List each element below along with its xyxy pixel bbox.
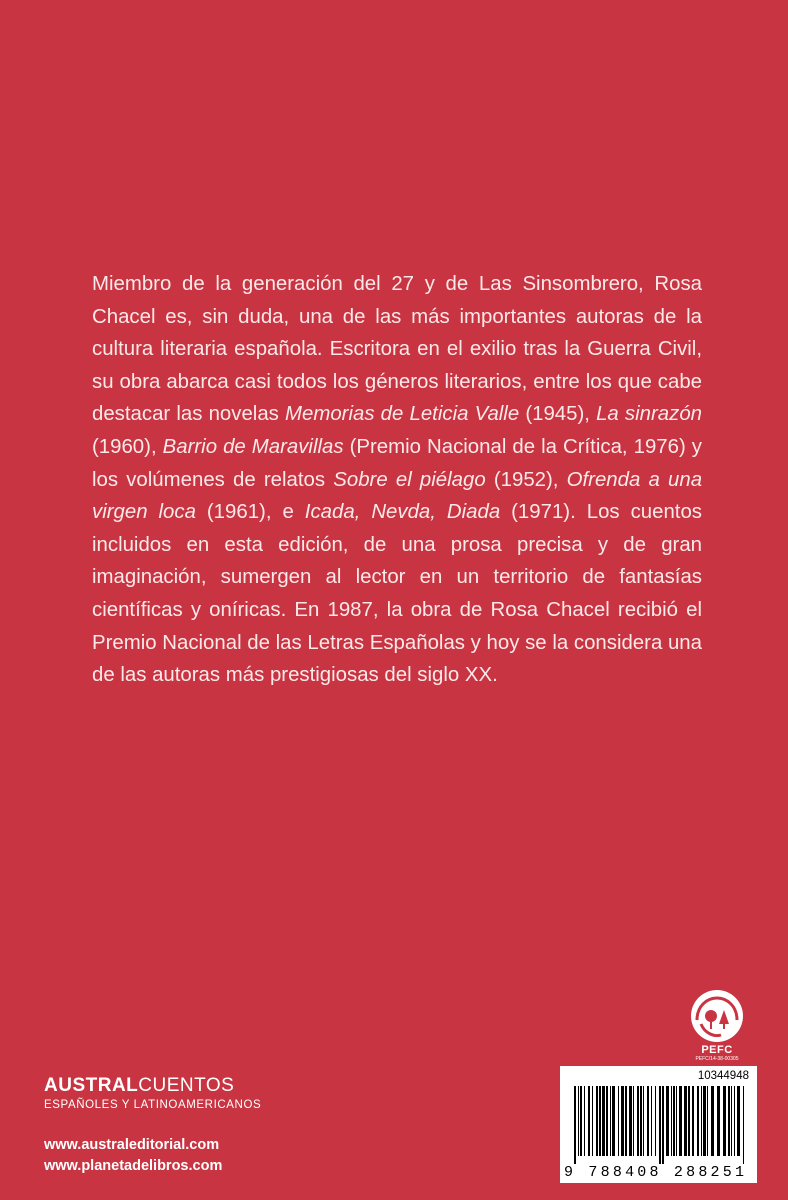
barcode-bar xyxy=(731,1086,732,1156)
barcode-bar xyxy=(684,1086,687,1156)
barcode-bar xyxy=(734,1086,735,1156)
blurb-text: Miembro de la generación del 27 y de Las Sinsombrero, Rosa Chacel es, sin duda, una de las más importantes autoras de la cultura literaria española. Escritora en el exilio tras la Guerra Civil, su obra abarca casi todos los géneros literarios, entre los que cabe destacar las novelas xyxy=(92,273,702,426)
imprint-brand xyxy=(44,1075,261,1097)
imprint-subtitle: ESPAÑOLES Y LATINOAMERICANOS xyxy=(44,1099,262,1111)
url-austral[interactable]: www.australeditorial.com xyxy=(44,1137,220,1153)
barcode-bar xyxy=(602,1086,605,1156)
barcode-bar xyxy=(578,1086,579,1156)
blurb-title: Icada, Nevda, Diada xyxy=(304,501,501,524)
blurb-text: (1960), xyxy=(92,435,163,458)
blurb-text: (1961), e xyxy=(195,501,305,524)
barcode-bar xyxy=(659,1086,661,1164)
barcode-bar xyxy=(737,1086,740,1156)
pefc-logo xyxy=(687,990,747,1062)
barcode-bar xyxy=(574,1086,576,1164)
blurb-title: Memorias de Leticia Valle xyxy=(285,403,520,426)
blurb-title: La sinrazón xyxy=(596,403,702,426)
barcode-bar xyxy=(707,1086,708,1156)
pefc-label: PEFC xyxy=(701,1044,733,1056)
barcode-bar xyxy=(692,1086,694,1156)
imprint-brand-bold: AUSTRAL xyxy=(44,1075,139,1096)
barcode-bar xyxy=(584,1086,585,1156)
blurb-title: Ofrenda a una virgen loca xyxy=(92,468,703,524)
barcode-bars xyxy=(560,1066,757,1183)
barcode-bar xyxy=(723,1086,726,1156)
barcode-bar xyxy=(671,1086,672,1156)
barcode-digits: 9 788408 288251 xyxy=(564,1164,744,1181)
barcode-bar xyxy=(651,1086,652,1156)
publisher-imprint xyxy=(44,1075,261,1111)
barcode-internal-code: 10344948 xyxy=(697,1070,749,1082)
barcode-bar xyxy=(580,1086,582,1156)
blurb-title: Sobre el piélago xyxy=(333,468,486,491)
barcode-bar xyxy=(633,1086,634,1156)
barcode-bar xyxy=(679,1086,682,1156)
barcode-bar xyxy=(743,1086,744,1164)
barcode-bar xyxy=(673,1086,675,1156)
blurb-text: (1971). Los cuentos incluidos en esta edición, de una prosa precisa y de gran imaginación, sumergen al lector en un territorio de fantasías científicas y oníricas. En 1987, la obra de Rosa Chacel recibió el Premio Nacional de las Letras Españolas y hoy se la considera una de las autoras más prestigiosas del siglo XX. xyxy=(92,501,702,687)
isbn-barcode xyxy=(560,1066,757,1183)
barcode-bar xyxy=(599,1086,601,1156)
barcode-bar xyxy=(610,1086,611,1156)
barcode-bar xyxy=(655,1086,656,1156)
barcode-bar xyxy=(717,1086,720,1156)
blurb-title: Barrio de Maravillas xyxy=(162,435,344,458)
barcode-bar xyxy=(643,1086,644,1156)
blurb-text: (1945), xyxy=(519,403,597,426)
barcode-bar xyxy=(621,1086,624,1156)
barcode-bar xyxy=(676,1086,677,1156)
pefc-code: PEFC/14-38-00305 xyxy=(695,1056,739,1062)
barcode-bar xyxy=(688,1086,690,1156)
barcode-bar xyxy=(640,1086,642,1156)
barcode-bar xyxy=(703,1086,706,1156)
blurb-text: (1952), xyxy=(485,468,567,491)
barcode-bar xyxy=(647,1086,649,1156)
barcode-bar xyxy=(625,1086,627,1156)
barcode-bar xyxy=(612,1086,615,1156)
barcode-bar xyxy=(596,1086,598,1156)
barcode-bar xyxy=(629,1086,632,1156)
barcode-bar xyxy=(697,1086,699,1156)
barcode-bar xyxy=(592,1086,593,1156)
barcode-bar xyxy=(701,1086,702,1156)
back-cover-blurb xyxy=(92,268,702,692)
barcode-bar xyxy=(618,1086,619,1156)
blurb-text: (Premio Nacional de la Crítica, 1976) y los volúmenes de relatos xyxy=(92,435,702,491)
barcode-bar xyxy=(606,1086,608,1156)
imprint-brand-light: CUENTOS xyxy=(138,1075,235,1096)
barcode-bar xyxy=(662,1086,664,1164)
barcode-bar xyxy=(637,1086,639,1156)
barcode-bar xyxy=(728,1086,730,1156)
publisher-urls xyxy=(44,1135,222,1177)
pefc-tree-icon xyxy=(691,990,743,1042)
url-planeta[interactable]: www.planetadelibros.com xyxy=(44,1158,223,1174)
barcode-bar xyxy=(711,1086,714,1156)
barcode-bar xyxy=(588,1086,590,1156)
barcode-bar xyxy=(666,1086,669,1156)
